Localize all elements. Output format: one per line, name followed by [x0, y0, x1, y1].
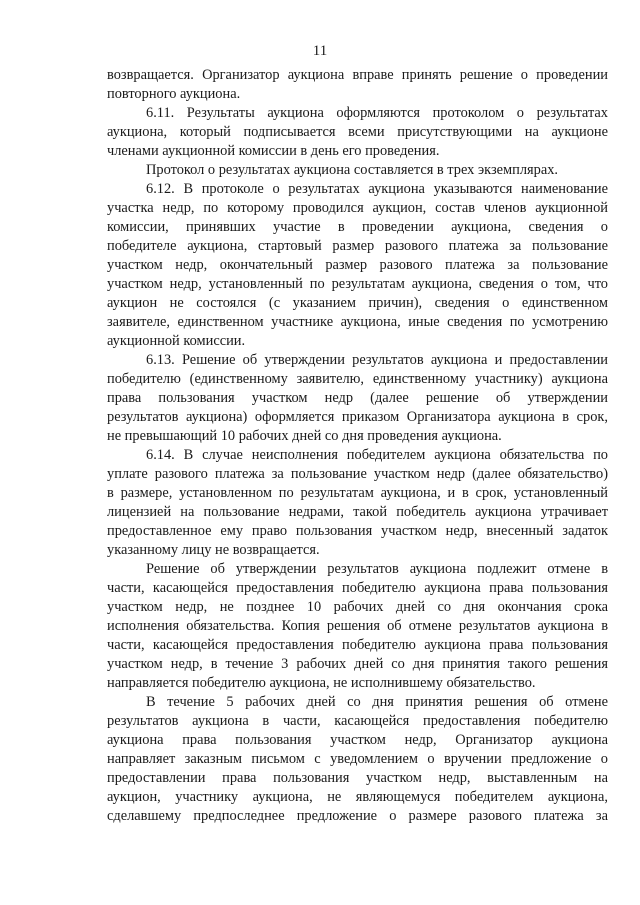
text-line: аукциона, который подписывается всеми присутствующими на аукционе	[107, 124, 608, 140]
text-line: результатов аукциона в части, касающейся предоставления победителю	[107, 713, 608, 729]
text-line: части, касающейся предоставления победителю аукциона права пользования	[107, 580, 608, 596]
text-line: указанному лицу не возвращается.	[107, 542, 320, 558]
text-line: в размере, установленном по результатам аукциона, и в срок, установленный	[107, 485, 608, 501]
text-line: предоставленное ему право пользования участком недр, внесенный задаток	[107, 523, 608, 539]
text-line: аукцион не состоялся (с указанием причин), сведения о единственном	[107, 295, 608, 311]
text-line: 6.14. В случае неисполнения победителем аукциона обязательства по	[146, 447, 608, 463]
text-line: лицензией на пользование недрами, такой победитель аукциона утрачивает	[107, 504, 608, 520]
text-line: повторного аукциона.	[107, 86, 241, 102]
text-line: части, касающейся предоставления победителю аукциона права пользования	[107, 637, 608, 653]
text-line: 6.12. В протоколе о результатах аукциона указываются наименование	[146, 181, 608, 197]
text-line: 6.11. Результаты аукциона оформляются протоколом о результатах	[146, 105, 608, 121]
text-line: направляет заказным письмом с уведомлением о вручении предложение о	[107, 751, 608, 767]
text-line: исполнения обязательства. Копия решения об отмене результатов аукциона в	[107, 618, 608, 634]
text-line: участка недр, по которому проводился аукцион, состав членов аукционной	[107, 200, 608, 216]
text-line: участком недр, не позднее 10 рабочих дней со дня окончания срока	[107, 599, 608, 615]
text-line: направляется победителю аукциона, не исполнившему обязательство.	[107, 675, 536, 691]
document-body	[107, 66, 608, 826]
page-number: 11	[312, 43, 328, 59]
text-line: сделавшему предпоследнее предложение о размере разового платежа за	[107, 808, 608, 824]
text-line: результатов аукциона) оформляется приказом Организатора аукциона в срок,	[107, 409, 608, 425]
text-line: аукционной комиссии.	[107, 333, 246, 349]
text-line: не превышающий 10 рабочих дней со дня проведения аукциона.	[107, 428, 502, 444]
text-line: комиссии, принявших участие в проведении аукциона, сведения о	[107, 219, 608, 235]
text-line: участком недр, окончательный размер разового платежа за пользование	[107, 257, 608, 273]
text-line: В течение 5 рабочих дней со дня принятия решения об отмене	[146, 694, 608, 710]
text-line: возвращается. Организатор аукциона вправе принять решение о проведении	[107, 67, 608, 83]
text-line: уплате разового платежа за пользование участком недр (далее обязательство)	[107, 466, 608, 482]
text-line: аукцион, участнику аукциона, не являющемуся победителем аукциона,	[107, 789, 608, 805]
text-line: Протокол о результатах аукциона составляется в трех экземплярах.	[146, 162, 558, 178]
text-line: аукциона права пользования участком недр, Организатор аукциона	[107, 732, 608, 748]
text-line: предоставлении права пользования участком недр, выставленным на	[107, 770, 608, 786]
text-line: участком недр, установленный по результатам аукциона, сведения о том, что	[107, 276, 608, 292]
text-line: членами аукционной комиссии в день его проведения.	[107, 143, 440, 159]
text-line: участком недр, в течение 3 рабочих дней со дня принятия такого решения	[107, 656, 608, 672]
text-line: заявителе, единственном участнике аукциона, иные сведения по усмотрению	[107, 314, 608, 330]
text-line: 6.13. Решение об утверждении результатов аукциона и предоставлении	[146, 352, 608, 368]
text-line: права пользования участком недр (далее решение об утверждении	[107, 390, 608, 406]
text-line: Решение об утверждении результатов аукциона подлежит отмене в	[146, 561, 608, 577]
text-line: победителе аукциона, стартовый размер разового платежа за пользование	[107, 238, 608, 254]
text-line: победителю (единственному заявителю, единственному участнику) аукциона	[107, 371, 608, 387]
